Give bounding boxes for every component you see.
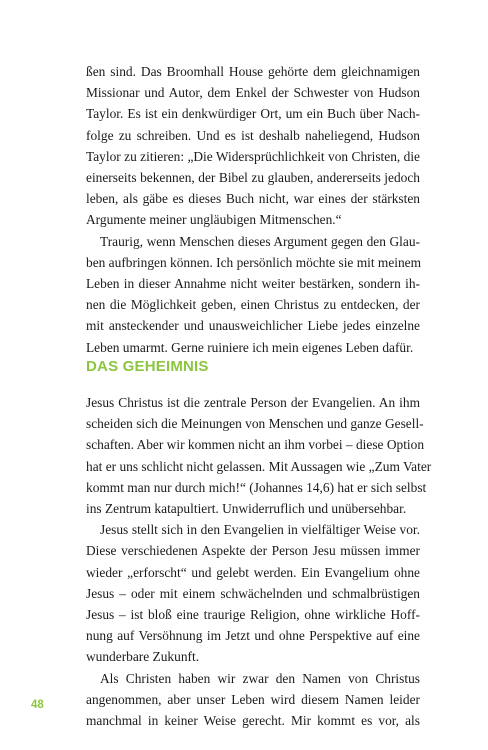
text-line: nung auf Versöhnung im Jetzt und ohne Perspektive auf eine (86, 628, 420, 644)
text-line: Diese verschiedenen Aspekte der Person Jesu müssen immer (86, 543, 420, 559)
paragraph (86, 668, 420, 732)
text-line: Jesus – oder mit einem schwächelnden und schmalbrüstigen (86, 585, 420, 601)
text-line: einerseits bekennen, der Bibel zu glauben, andererseits jedoch (86, 170, 420, 186)
paragraph (86, 392, 432, 519)
text-line: mit ansteckender und unausweichlicher Liebe jedes einzelne (86, 318, 420, 334)
text-line: wieder „erforscht“ und gelebt werden. Ein Evangelium ohne (86, 564, 420, 580)
text-line: ins Zentrum katapultiert. Unwiderruflich und unübersehbar. (86, 501, 407, 517)
text-line: kommt man nur durch mich!“ (Johannes 14,6) hat er sich selbst (86, 479, 427, 495)
text-line: nen die Möglichkeit geben, einen Christus zu entdecken, der (86, 297, 420, 313)
text-line: Traurig, wenn Menschen dieses Argument gegen den Glau- (100, 233, 420, 249)
text-line: hat er uns schlicht nicht gelassen. Mit Aussagen wie „Zum Vater (86, 458, 432, 474)
paragraph (86, 519, 420, 667)
page-number: 48 (31, 699, 44, 711)
text-line: Jesus stellt sich in den Evangelien in vielfältiger Weise vor. (100, 522, 420, 538)
text-line: Missionar und Autor, dem Enkel der Schwester von Hudson (86, 85, 420, 101)
text-line: ßen sind. Das Broomhall House gehörte dem gleichnamigen (86, 64, 420, 79)
text-line: Als Christen haben wir zwar den Namen von Christus (100, 670, 420, 686)
text-line: Leben umarmt. Gerne ruiniere ich mein eigenes Leben dafür. (86, 339, 414, 355)
text-line: Jesus Christus ist die zentrale Person der Evangelien. An ihm (86, 395, 420, 410)
text-line: Taylor zu zitieren: „Die Widersprüchlichkeit von Christen, die (86, 148, 420, 164)
text-line: manchmal in keiner Weise gerecht. Mir kommt es vor, als (86, 713, 420, 729)
text-line: wunderbare Zukunft. (86, 649, 200, 665)
text-line: Leben in dieser Annahme nicht weiter bestärken, sondern ih- (86, 276, 420, 292)
paragraph (86, 61, 420, 231)
body-text-section-1 (86, 61, 420, 358)
section-heading: DAS GEHEIMNIS (86, 358, 209, 375)
text-line: schaften. Aber wir kommen nicht an ihm vorbei – diese Option (86, 437, 425, 453)
text-line: leben, als gäbe es dieses Buch nicht, war eines der stärksten (86, 191, 420, 207)
text-line: folge zu schreiben. Und es ist deshalb naheliegend, Hudson (86, 127, 420, 143)
text-line: scheiden sich die Meinungen von Menschen und ganze Gesell- (86, 416, 424, 432)
body-text-section-2 (86, 392, 432, 731)
paragraph (86, 231, 420, 358)
text-line: Taylor. Es ist ein denkwürdiger Ort, um ein Buch über Nach- (86, 106, 420, 122)
text-line: angenommen, aber unser Leben wird diesem Namen leider (86, 691, 420, 707)
text-line: Jesus – ist bloß eine traurige Religion, ohne wirkliche Hoff- (86, 607, 420, 623)
text-line: ben aufbringen können. Ich persönlich möchte sie mit meinem (86, 254, 422, 270)
text-line: Argumente meiner ungläubigen Mitmenschen.“ (86, 212, 342, 228)
